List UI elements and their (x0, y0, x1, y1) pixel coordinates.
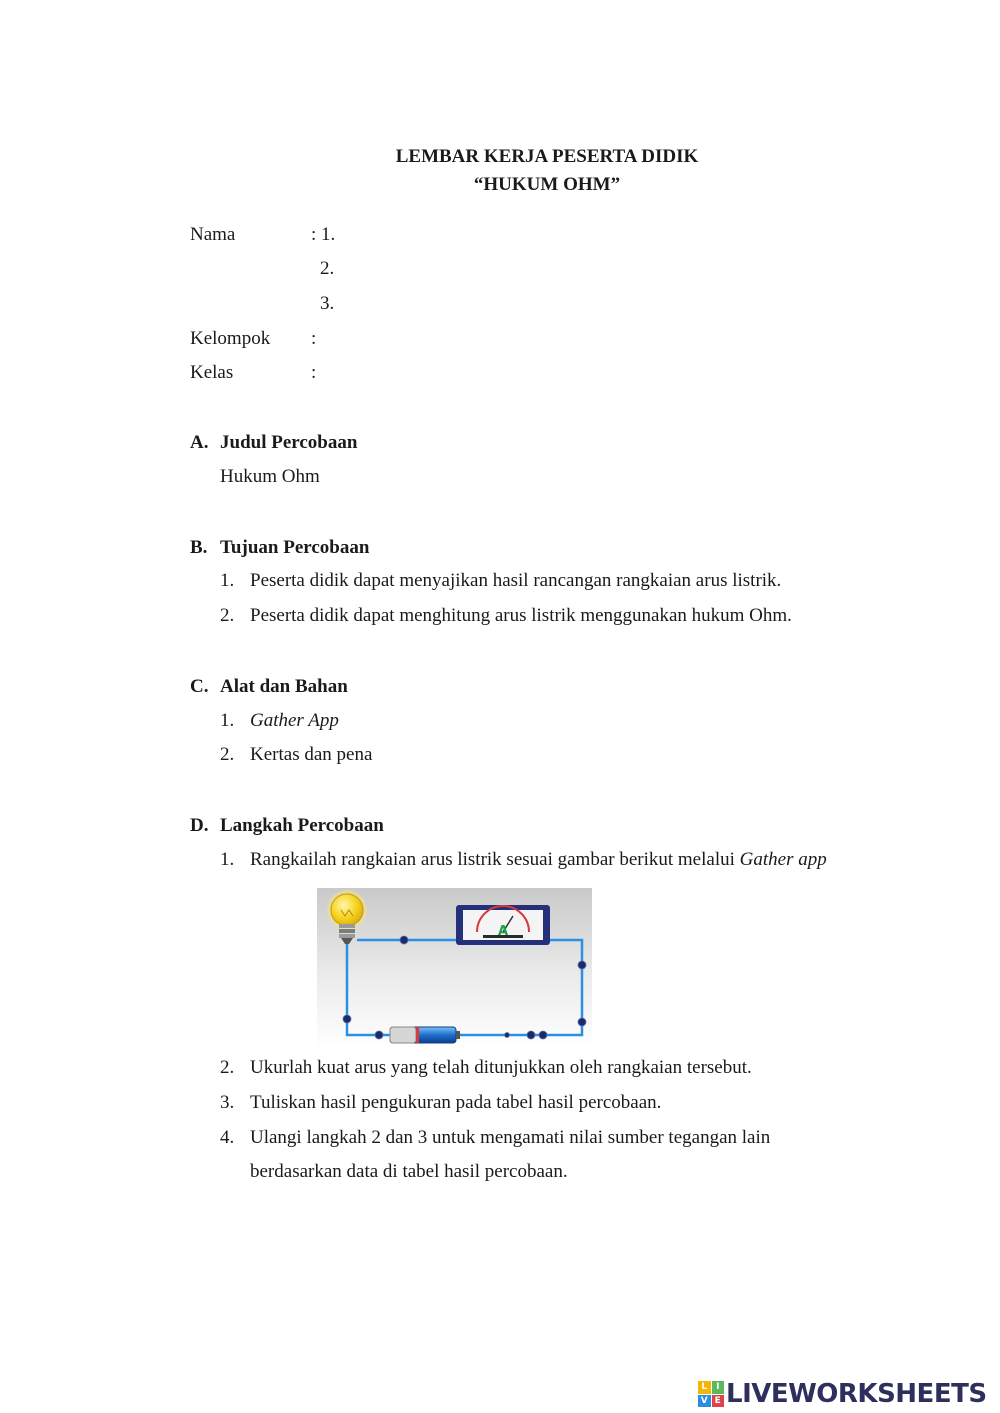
list-item-text: Rangkailah rangkaian arus listrik sesuai gambar berikut melalui (250, 849, 740, 870)
list-item-text: Ulangi langkah 2 dan 3 untuk mengamati nilai sumber tegangan lain (250, 1127, 771, 1148)
list-item-text: Tuliskan hasil pengukuran pada tabel hasil percobaan. (250, 1092, 662, 1113)
section-b-heading (190, 536, 369, 560)
list-item-number: 4. (220, 1127, 235, 1148)
nama-value-1: : 1. (311, 224, 336, 245)
nama-value-2: 2. (320, 258, 335, 279)
title-line-1: LEMBAR KERJA PESERTA DIDIK (395, 146, 699, 167)
list-item (220, 1126, 770, 1150)
list-item-number: 1. (220, 710, 235, 731)
list-item (220, 848, 827, 872)
section-a-text: Hukum Ohm (220, 466, 320, 487)
kelompok-label: Kelompok (190, 328, 271, 349)
circuit-diagram (317, 888, 592, 1048)
nama-value-3: 3. (320, 293, 335, 314)
list-item-number: 2. (220, 605, 235, 626)
section-d-heading (190, 814, 384, 838)
list-item-emphasis: Gather app (739, 849, 827, 870)
liveworksheets-logo[interactable] (698, 1378, 987, 1410)
list-item-text: Peserta didik dapat menyajikan hasil rancangan rangkaian arus listrik. (250, 570, 782, 591)
section-a-heading (190, 431, 357, 455)
list-item-text: Ukurlah kuat arus yang telah ditunjukkan oleh rangkaian tersebut. (250, 1057, 752, 1078)
battery-icon (390, 1027, 460, 1043)
kelas-label: Kelas (190, 362, 234, 383)
list-item (220, 1056, 752, 1080)
list-item (220, 709, 339, 733)
section-b-title: Tujuan Percobaan (220, 537, 370, 558)
section-b-letter: B. (190, 537, 208, 558)
logo-letter: E (712, 1395, 725, 1408)
list-item-text: Gather App (250, 710, 339, 731)
logo-letter: I (712, 1381, 725, 1394)
section-c-letter: C. (190, 676, 209, 697)
list-item (220, 569, 781, 593)
ammeter-icon (456, 905, 550, 945)
section-a-letter: A. (190, 432, 209, 453)
logo-letter: L (698, 1381, 711, 1394)
page-title (0, 143, 1000, 199)
logo-text: LIVEWORKSHEETS (726, 1379, 987, 1409)
kelompok-value: : (311, 328, 317, 349)
title-line-2: “HUKUM OHM” (473, 174, 621, 195)
ammeter-label: A (497, 924, 509, 939)
logo-mark-icon (698, 1381, 724, 1407)
list-item-number: 2. (220, 744, 235, 765)
list-item-number: 2. (220, 1057, 235, 1078)
section-c-title: Alat dan Bahan (220, 676, 348, 697)
list-item (220, 743, 372, 767)
list-item-text: Kertas dan pena (250, 744, 373, 765)
section-c-heading (190, 675, 348, 699)
list-item-number: 3. (220, 1092, 235, 1113)
list-item-number: 1. (220, 570, 235, 591)
section-d-letter: D. (190, 815, 209, 836)
list-item (220, 1091, 661, 1115)
list-item (220, 604, 792, 628)
kelas-value: : (311, 362, 317, 383)
list-item-continuation: berdasarkan data di tabel hasil percobaan. (250, 1161, 568, 1182)
nama-label: Nama (190, 224, 236, 245)
section-d-title: Langkah Percobaan (220, 815, 384, 836)
list-item-text: Peserta didik dapat menghitung arus listrik menggunakan hukum Ohm. (250, 605, 792, 626)
list-item-number: 1. (220, 849, 235, 870)
section-a-title: Judul Percobaan (220, 432, 358, 453)
logo-letter: V (698, 1395, 711, 1408)
